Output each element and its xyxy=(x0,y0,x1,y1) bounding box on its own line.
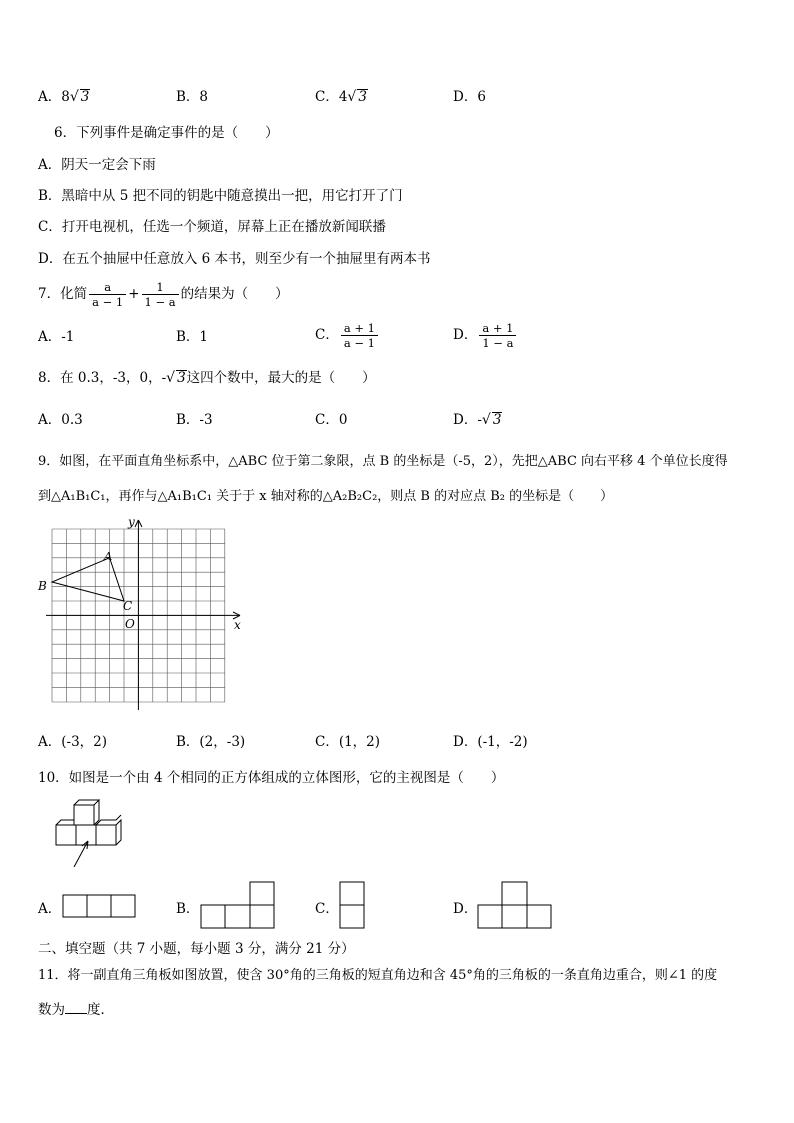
q9-option-c: C．(1，2) xyxy=(315,734,381,750)
q10-option-d-figure xyxy=(477,881,555,931)
q8-stem xyxy=(38,369,376,387)
q9-stem-line-1: 9．如图，在平面直角坐标系中，△ABC 位于第二象限，点 B 的坐标是（-5，2），先把△ABC 向右平移 4 个单位长度得 xyxy=(38,454,728,469)
q11-stem-line-2 xyxy=(38,999,114,1019)
q8-suffix: 这四个数中，最大的是（ ） xyxy=(186,370,376,386)
q7-stem xyxy=(38,277,289,311)
q8-prefix: 8．在 0.3，-3，0，- xyxy=(38,370,167,386)
q7-fraction-1 xyxy=(89,280,126,309)
fraction-denominator: a − 1 xyxy=(92,295,124,309)
y-axis-label: y xyxy=(128,515,135,529)
q8-option-a: A．0.3 xyxy=(38,412,83,428)
sqrt-symbol: √ xyxy=(69,89,79,105)
q8-option-d-label: D．- xyxy=(453,412,482,428)
q7-option-d-label: D． xyxy=(453,327,478,343)
q11-suffix: 度． xyxy=(87,1002,114,1018)
section-2-heading: 二、填空题（共 7 小题，每小题 3 分，满分 21 分） xyxy=(38,941,355,957)
q7-option-d xyxy=(453,318,518,352)
q10-option-d-label: D． xyxy=(453,901,478,917)
plus-sign: + xyxy=(128,286,140,302)
q10-option-c-label: C． xyxy=(315,901,339,917)
q10-stem: 10．如图是一个由 4 个相同的正方体组成的立体图形，它的主视图是（ ） xyxy=(38,770,505,786)
fraction-numerator: a xyxy=(89,280,126,295)
q7-option-c xyxy=(315,318,380,352)
q8-option-c: C．0 xyxy=(315,412,348,428)
q6-stem: 6．下列事件是确定事件的是（ ） xyxy=(54,125,279,141)
q10-option-c-figure xyxy=(339,881,367,931)
q9-option-d: D．(-1，-2) xyxy=(453,734,528,750)
x-axis-label: x xyxy=(234,618,241,632)
q10-option-b-label: B． xyxy=(176,901,200,917)
q8-option-d-radicand: 3 xyxy=(492,412,502,428)
fraction-denominator: 1 − a xyxy=(144,295,176,309)
q6-option-b: B．黑暗中从 5 把不同的钥匙中随意摸出一把，用它打开了门 xyxy=(38,188,403,204)
q7-prefix: 7．化简 xyxy=(38,286,88,302)
q10-option-b-figure xyxy=(200,881,278,931)
q5-option-c xyxy=(315,88,368,106)
q7-suffix: 的结果为（ ） xyxy=(180,286,289,302)
fraction-denominator: a − 1 xyxy=(343,336,375,350)
q9-option-a: A．(-3，2) xyxy=(38,734,108,750)
q7-option-a: A．-1 xyxy=(38,329,75,345)
q6-option-d: D．在五个抽屉中任意放入 6 本书，则至少有一个抽屉里有两本书 xyxy=(38,251,431,267)
fraction-numerator: a + 1 xyxy=(479,321,516,336)
sqrt-symbol: √ xyxy=(347,89,357,105)
q8-radicand: 3 xyxy=(177,370,186,386)
sqrt-symbol: √ xyxy=(166,370,176,386)
q10-cube-figure xyxy=(52,795,127,870)
answer-blank[interactable] xyxy=(65,999,87,1014)
point-c-label: C xyxy=(123,599,133,613)
q9-option-b: B．(2，-3) xyxy=(176,734,246,750)
q8-option-d xyxy=(453,411,502,429)
q5-option-c-radicand: 3 xyxy=(358,89,367,105)
fraction-denominator: 1 − a xyxy=(482,336,514,350)
q9-coordinate-figure xyxy=(36,514,246,714)
q6-option-a: A．阴天一定会下雨 xyxy=(38,157,156,173)
q5-option-a xyxy=(38,88,90,106)
q8-option-b: B．-3 xyxy=(176,412,213,428)
q7-option-c-fraction xyxy=(341,321,378,350)
q11-stem-line-1: 11．将一副直角三角板如图放置，使含 30°角的三角板的短直角边和含 45°角的三角板的一条直角边重合，则∠1 的度 xyxy=(38,968,718,983)
q7-option-d-fraction xyxy=(479,321,516,350)
q5-option-c-label: C．4 xyxy=(315,89,348,105)
q7-option-b: B．1 xyxy=(176,329,209,345)
origin-label: O xyxy=(125,617,135,631)
fraction-numerator: a + 1 xyxy=(341,321,378,336)
q6-option-c: C．打开电视机，任选一个频道，屏幕上正在播放新闻联播 xyxy=(38,219,386,235)
q9-stem-line-2: 到△A₁B₁C₁，再作与△A₁B₁C₁ 关于于 x 轴对称的△A₂B₂C₂，则点 B 的对应点 B₂ 的坐标是（ ） xyxy=(38,489,614,504)
q11-prefix: 数为 xyxy=(38,1002,65,1018)
fraction-numerator: 1 xyxy=(142,280,179,295)
q7-option-c-label: C． xyxy=(315,327,339,343)
q5-option-b: B．8 xyxy=(176,89,209,105)
triangle-abc xyxy=(52,558,124,601)
sqrt-symbol: √ xyxy=(481,412,491,428)
q5-option-a-radicand: 3 xyxy=(80,89,90,105)
point-b-label: B xyxy=(38,579,47,593)
q10-option-a-figure xyxy=(62,894,138,920)
q7-fraction-2 xyxy=(142,280,179,309)
point-a-label: A xyxy=(104,549,113,563)
q10-option-a-label: A． xyxy=(38,901,62,917)
q5-option-a-label: A．8 xyxy=(38,89,70,105)
q5-option-d: D．6 xyxy=(453,89,486,105)
